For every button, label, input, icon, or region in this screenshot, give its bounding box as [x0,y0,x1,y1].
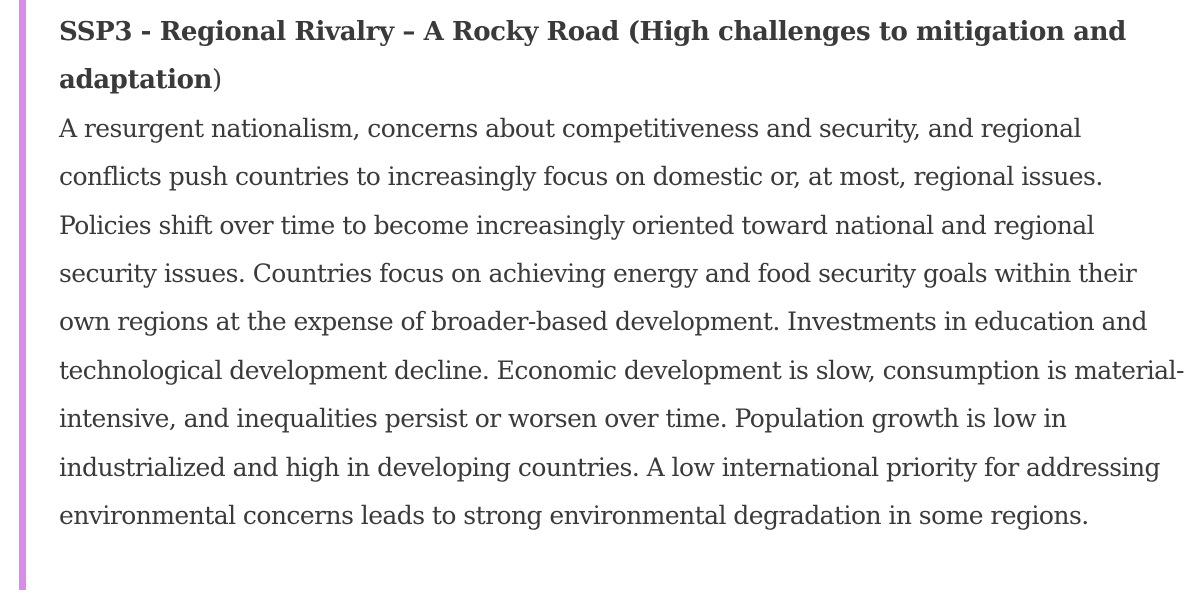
blockquote-accent-bar [19,0,26,590]
scenario-heading-bold: SSP3 - Regional Rivalry – A Rocky Road (High challenges to mitigation and adaptation [59,17,1126,96]
scenario-description: A resurgent nationalism, concerns about competitiveness and security, and regional conflicts push countries to increasingly focus on domestic or, at most, regional issues. Policies shift over time to become increasingly oriented toward national and regional security issues. Countries focus on achieving energy and food security goals within their own regions at the expense of broader-based development. Investments in education and technological development decline. Economic development is slow, consumption is material-intensive, and inequalities persist or worsen over time. Population growth is low in industrialized and high in developing countries. A low international priority for addressing environmental concerns leads to strong environmental degradation in some regions. [59,113,1184,531]
scenario-heading [59,8,1187,105]
blockquote-content [59,8,1187,540]
scenario-heading-tail: ) [212,65,222,96]
